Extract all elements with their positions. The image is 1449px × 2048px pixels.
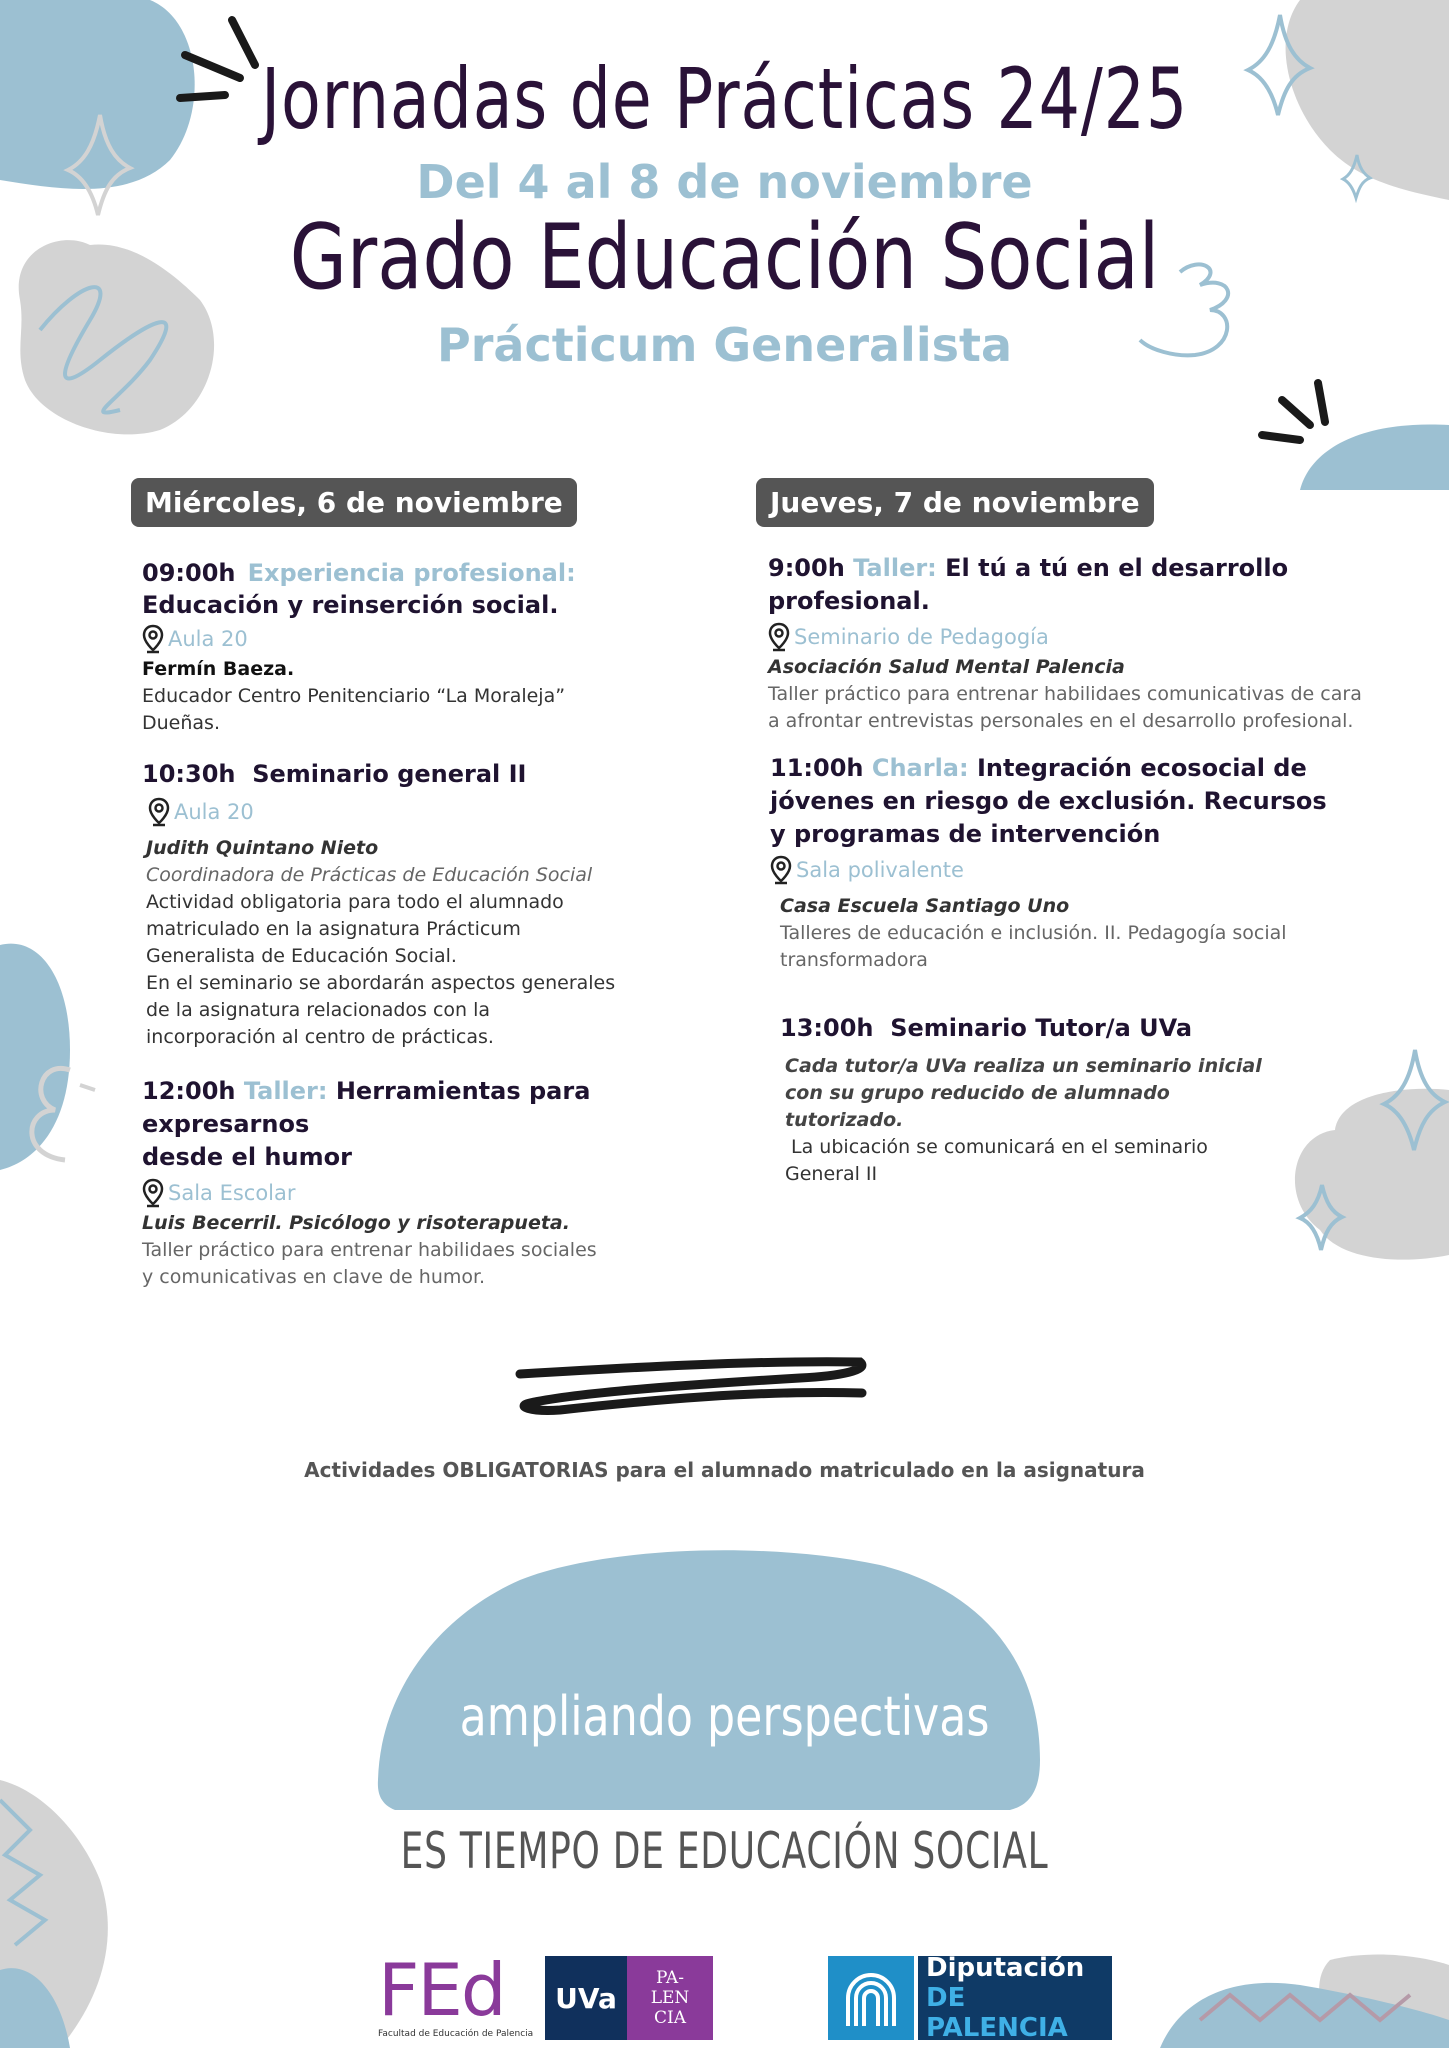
location-pin-icon — [142, 1178, 164, 1208]
event-wed-1200 — [142, 1075, 742, 1291]
location-pin-icon — [770, 855, 792, 885]
event-kind: Taller: — [853, 554, 937, 582]
event-time: 10:30h — [142, 760, 236, 788]
palencia-logo-line: PA- — [656, 1968, 684, 1988]
arch-icon — [828, 1956, 914, 2040]
event-location — [142, 1178, 742, 1208]
location-pin-icon — [148, 797, 170, 827]
event-thu-0900 — [768, 552, 1408, 735]
event-thu-1100 — [770, 752, 1410, 974]
event-note: tutorizado. — [785, 1109, 904, 1131]
event-title: profesional. — [768, 587, 930, 615]
event-kind: Taller: — [243, 1077, 328, 1105]
event-title: jóvenes en riesgo de exclusión. Recursos — [770, 787, 1327, 815]
event-time: 9:00h — [768, 554, 845, 582]
event-speaker: Casa Escuela Santiago Uno — [780, 895, 1070, 917]
event-title: Herramientas para expresarnos — [142, 1077, 591, 1138]
event-location-text: Sala polivalente — [796, 857, 964, 882]
event-wed-0900 — [142, 560, 742, 737]
event-kind: Experiencia profesional: — [247, 559, 576, 587]
event-title: Integración ecosocial de — [976, 754, 1307, 782]
day-label-wednesday: Miércoles, 6 de noviembre — [131, 478, 577, 527]
palencia-logo — [627, 1956, 713, 2040]
event-detail: Taller práctico para entrenar habilidaes sociales — [142, 1239, 597, 1261]
day-label-thursday: Jueves, 7 de noviembre — [756, 478, 1154, 527]
mandatory-suffix: para el alumnado matriculado en la asignatura — [608, 1458, 1145, 1482]
uva-logo: UVa — [545, 1956, 627, 2040]
event-speaker: Fermín Baeza. — [142, 658, 295, 680]
event-location — [148, 797, 742, 827]
fed-logo — [378, 1948, 534, 2045]
event-detail: Actividad obligatoria para todo el alumnado — [146, 891, 564, 913]
event-time: 11:00h — [770, 754, 864, 782]
location-pin-icon — [768, 622, 790, 652]
event-speaker: Luis Becerril. Psicólogo y risoterapueta. — [142, 1212, 570, 1234]
tagline: ES TIEMPO DE EDUCACIÓN SOCIAL — [400, 1822, 1049, 1880]
diputacion-line2: DE PALENCIA — [926, 1983, 1068, 2043]
event-wed-1030 — [142, 758, 742, 1051]
event-title: El tú a tú en el desarrollo — [945, 554, 1289, 582]
diputacion-logo-mark — [828, 1956, 914, 2040]
fed-logo-caption: Facultad de Educación de Palencia — [378, 2029, 534, 2039]
event-detail: Educador Centro Penitenciario “La Moraleja” — [142, 685, 566, 707]
event-dates: Del 4 al 8 de noviembre — [416, 155, 1033, 209]
event-detail: de la asignatura relacionados con la — [146, 999, 491, 1021]
event-time: 09:00h — [142, 559, 236, 587]
event-note: Cada tutor/a UVa realiza un seminario inicial — [785, 1055, 1262, 1077]
event-location — [142, 624, 742, 654]
event-detail: La ubicación se comunicará en el seminario — [785, 1136, 1208, 1158]
mandatory-prefix: Actividades — [304, 1458, 443, 1482]
event-location-text: Aula 20 — [174, 799, 254, 824]
event-detail: incorporación al centro de prácticas. — [146, 1026, 494, 1048]
event-speaker-role: Coordinadora de Prácticas de Educación Social — [146, 864, 593, 886]
event-time: 12:00h — [142, 1077, 236, 1105]
event-detail: a afrontar entrevistas personales en el desarrollo profesional. — [768, 710, 1354, 732]
event-detail: Talleres de educación e inclusión. II. Pedagogía social — [780, 922, 1287, 944]
diputacion-logo-text — [918, 1953, 1112, 2043]
event-location — [768, 622, 1408, 652]
event-location — [770, 855, 1410, 885]
mandatory-note — [0, 1458, 1449, 1482]
palencia-logo-line: LEN — [650, 1988, 690, 2008]
event-detail: y comunicativas en clave de humor. — [142, 1266, 486, 1288]
event-location-text: Seminario de Pedagogía — [794, 624, 1049, 649]
event-title: Seminario Tutor/a UVa — [890, 1014, 1193, 1042]
page-title: Jornadas de Prácticas 24/25 — [260, 50, 1189, 148]
practicum-subtitle: Prácticum Generalista — [437, 318, 1012, 372]
event-title: y programas de intervención — [770, 820, 1161, 848]
event-detail: matriculado en la asignatura Prácticum — [146, 918, 521, 940]
slogan: ampliando perspectivas — [459, 1685, 990, 1748]
event-time: 13:00h — [780, 1014, 874, 1042]
event-detail: Generalista de Educación Social. — [146, 945, 457, 967]
diputacion-line1: Diputación — [926, 1953, 1085, 1983]
mandatory-strong: OBLIGATORIAS — [442, 1458, 609, 1482]
event-location-text: Sala Escolar — [168, 1180, 296, 1205]
event-note: con su grupo reducido de alumnado — [785, 1082, 1170, 1104]
event-thu-1300 — [780, 1012, 1400, 1188]
event-title: Educación y reinserción social. — [142, 591, 559, 619]
event-location-text: Aula 20 — [168, 626, 248, 651]
event-title: desde el humor — [142, 1143, 352, 1171]
palencia-logo-line: CIA — [654, 2008, 686, 2028]
event-detail: transformadora — [780, 949, 928, 971]
event-kind: Charla: — [871, 754, 969, 782]
event-detail: General II — [785, 1163, 878, 1185]
fed-logo-mark: FEd — [378, 1948, 505, 2032]
event-title: Seminario general II — [252, 760, 527, 788]
event-detail: Dueñas. — [142, 712, 220, 734]
event-detail: Taller práctico para entrenar habilidaes comunicativas de cara — [768, 683, 1362, 705]
degree-title: Grado Educación Social — [289, 205, 1160, 310]
location-pin-icon — [142, 624, 164, 654]
event-speaker: Judith Quintano Nieto — [146, 837, 379, 859]
event-speaker: Asociación Salud Mental Palencia — [768, 656, 1125, 678]
event-detail: En el seminario se abordarán aspectos generales — [146, 972, 616, 994]
